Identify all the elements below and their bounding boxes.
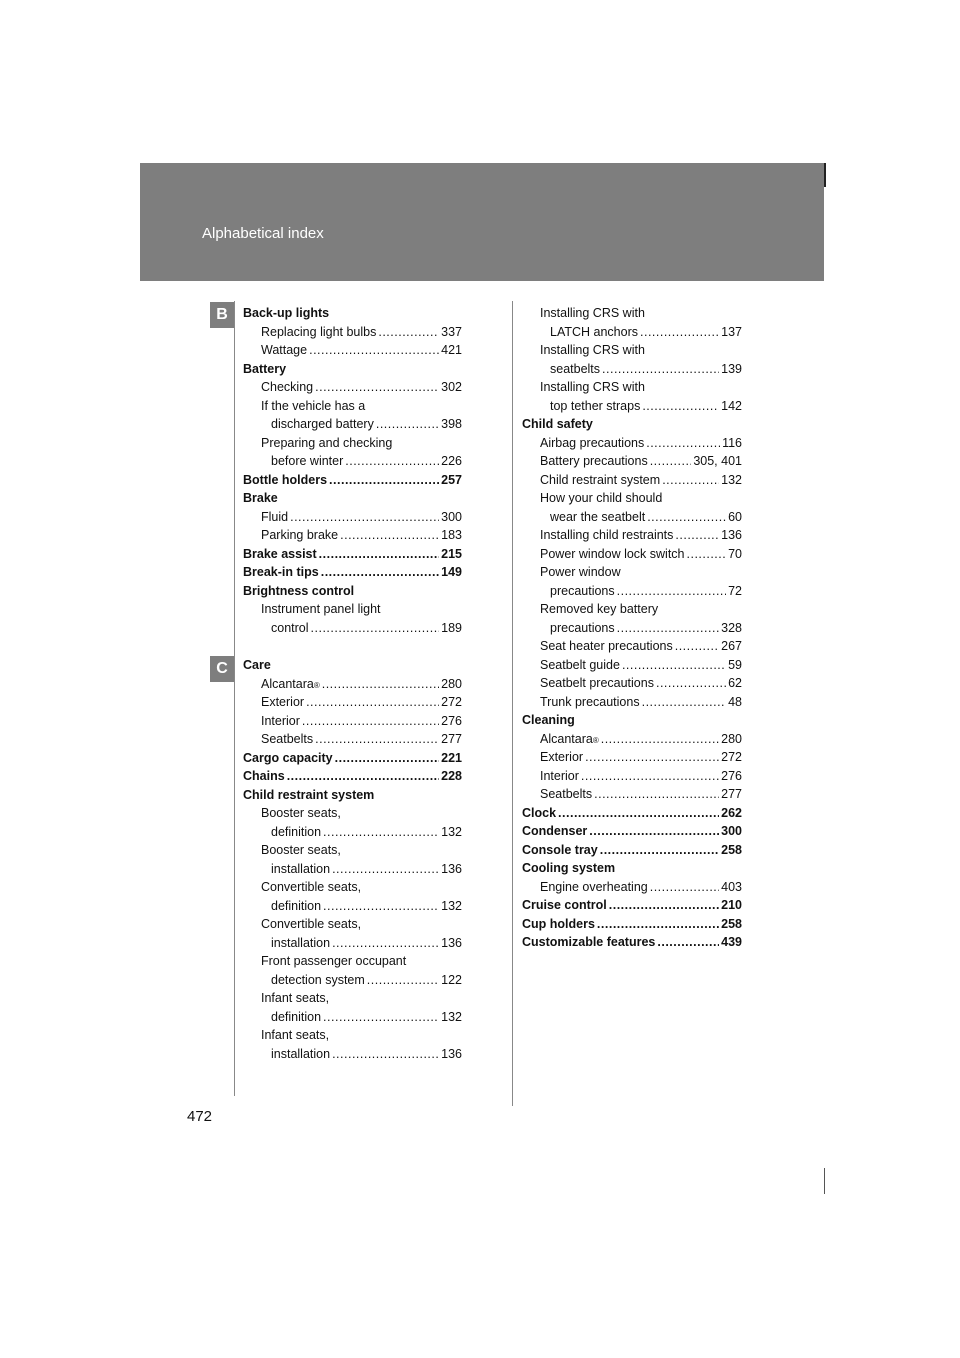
dot-leader — [367, 971, 439, 990]
index-entry-page: 280 — [721, 731, 742, 746]
dot-leader — [558, 804, 719, 823]
index-entry-page: 226 — [441, 454, 462, 468]
dot-leader — [600, 841, 719, 860]
index-entry-term: Battery — [243, 361, 287, 376]
page-header-title: Alphabetical index — [202, 225, 324, 242]
index-entry-term: Alcantara — [261, 676, 314, 691]
index-entry-term: Wattage — [261, 343, 308, 357]
index-entry — [522, 748, 742, 767]
dot-leader — [376, 415, 439, 434]
index-entry-page: 72 — [728, 583, 742, 598]
dot-leader — [617, 619, 720, 638]
index-entry — [522, 563, 742, 582]
index-entry-term: Checking — [261, 380, 314, 394]
index-entry-page: 302 — [441, 380, 462, 394]
index-entry-term: control — [271, 620, 309, 635]
index-entry: Alcantara ® ..... 280 — [243, 675, 462, 694]
index-entry-term: definition — [271, 1009, 322, 1024]
index-entry — [243, 1045, 462, 1064]
index-entry — [243, 897, 462, 916]
index-entry — [522, 341, 742, 360]
dot-leader — [329, 471, 439, 490]
column-rule-left — [234, 301, 235, 1096]
index-entry-page: 305, 401 — [693, 454, 742, 468]
dot-leader — [640, 323, 719, 342]
index-entry-page: 48 — [728, 694, 742, 709]
index-entry — [522, 600, 742, 619]
index-entry-page: 215 — [441, 546, 462, 561]
index-entry-term: Battery precautions — [540, 454, 648, 468]
index-entry-term: LATCH anchors — [550, 324, 638, 339]
dot-leader — [581, 767, 719, 786]
dot-leader — [589, 822, 719, 841]
dot-leader — [646, 434, 720, 453]
index-entry-page: 300 — [441, 509, 462, 524]
index-entry-term: Seat heater precautions — [540, 639, 673, 653]
index-entry — [522, 785, 742, 804]
index-entry-page: 70 — [728, 546, 742, 561]
index-entry-term: Bottle holders — [243, 472, 328, 487]
index-entry — [522, 471, 742, 490]
dot-leader — [302, 712, 439, 731]
index-entry-page: 276 — [721, 768, 742, 783]
index-entry — [243, 971, 462, 990]
index-entry — [522, 693, 742, 712]
index-entry-term: Preparing and checking — [261, 435, 393, 450]
dot-leader — [602, 360, 719, 379]
index-entry — [243, 582, 462, 601]
index-entry — [522, 637, 742, 656]
index-entry — [522, 804, 742, 823]
index-entry — [243, 952, 462, 971]
index-entry-term: Clock — [522, 805, 557, 820]
index-entry-page: 258 — [721, 916, 742, 931]
index-entry-term: Cleaning — [522, 713, 575, 727]
index-entry-term: Cooling system — [522, 861, 616, 875]
dot-leader — [650, 452, 692, 471]
index-entry — [522, 896, 742, 915]
index-entry-page: 276 — [441, 713, 462, 728]
dot-leader — [322, 675, 439, 694]
dot-leader — [662, 471, 719, 490]
index-entry — [243, 989, 462, 1008]
index-entry-page: 421 — [441, 343, 462, 357]
index-entry — [243, 860, 462, 879]
index-entry-term: Trunk precautions — [540, 694, 640, 709]
dot-leader — [335, 749, 440, 768]
index-column-1 — [243, 304, 462, 1063]
page-number: 472 — [187, 1108, 213, 1125]
index-entry-term: Alcantara — [540, 731, 593, 746]
index-entry-term: Customizable features — [522, 935, 656, 949]
index-entry — [522, 323, 742, 342]
index-entry-page: 149 — [441, 565, 462, 579]
index-entry-term: Seatbelts — [261, 732, 314, 746]
index-entry — [243, 489, 462, 508]
index-entry-term: Seatbelts — [540, 787, 593, 801]
index-entry-term: Convertible seats, — [261, 880, 362, 894]
crop-mark-bottom — [824, 1168, 825, 1194]
index-entry-term: Booster seats, — [261, 843, 341, 857]
index-entry: Alcantara ® ..... 280 — [522, 730, 742, 749]
index-entry-page: 300 — [721, 824, 742, 838]
index-entry-page: 62 — [728, 676, 742, 690]
dot-leader — [315, 730, 439, 749]
index-entry — [243, 804, 462, 823]
index-entry — [243, 786, 462, 805]
index-entry — [243, 526, 462, 545]
index-entry-term: Care — [243, 658, 271, 672]
index-entry — [243, 619, 462, 638]
index-entry — [522, 378, 742, 397]
index-entry-page: 137 — [721, 324, 742, 339]
index-entry-term: Parking brake — [261, 528, 339, 542]
dot-leader — [656, 674, 726, 693]
index-entry-term: Seatbelt guide — [540, 657, 620, 672]
index-entry — [522, 526, 742, 545]
index-entry — [243, 915, 462, 934]
index-entry-page: 132 — [441, 824, 462, 839]
index-entry — [243, 563, 462, 582]
index-entry — [243, 397, 462, 416]
index-entry-term: Instrument panel light — [261, 602, 381, 616]
index-entry — [522, 933, 742, 952]
index-entry-term: wear the seatbelt — [550, 509, 646, 524]
index-entry-page: 116 — [722, 435, 742, 450]
dot-leader — [617, 582, 726, 601]
index-entry — [243, 360, 462, 379]
index-entry — [243, 656, 462, 675]
index-entry — [243, 749, 462, 768]
index-entry-page: 228 — [441, 769, 462, 783]
index-entry-term: How your child should — [540, 491, 663, 505]
index-entry — [522, 582, 742, 601]
index-entry-page: 136 — [441, 935, 462, 950]
dot-leader — [332, 860, 439, 879]
index-entry-page: 136 — [441, 861, 462, 876]
dot-leader — [642, 693, 727, 712]
index-entry — [522, 841, 742, 860]
dot-leader — [622, 656, 726, 675]
dot-leader — [323, 1008, 439, 1027]
dot-leader — [309, 341, 439, 360]
index-entry — [243, 304, 462, 323]
index-entry-page: 277 — [721, 787, 742, 801]
index-entry-term: Installing CRS with — [540, 380, 645, 394]
index-entry — [522, 656, 742, 675]
index-entry-term: precautions — [550, 620, 615, 635]
dot-leader — [642, 397, 719, 416]
index-entry — [243, 841, 462, 860]
index-entry — [522, 434, 742, 453]
index-entry — [243, 452, 462, 471]
dot-leader — [321, 563, 439, 582]
index-entry-page: 59 — [728, 657, 742, 672]
column-rule-middle — [512, 301, 513, 1106]
dot-leader — [306, 693, 439, 712]
index-entry-page: 328 — [721, 620, 742, 635]
index-entry-page: 210 — [721, 898, 742, 912]
index-entry — [522, 360, 742, 379]
index-entry-term: Interior — [540, 768, 579, 783]
dot-leader — [687, 545, 727, 564]
index-entry-term: Installing CRS with — [540, 343, 645, 357]
index-entry — [243, 693, 462, 712]
dot-leader — [332, 934, 439, 953]
index-entry-term: Cruise control — [522, 898, 607, 912]
index-entry — [522, 545, 742, 564]
dot-leader — [650, 878, 719, 897]
index-entry-term: Power window lock switch — [540, 546, 685, 561]
dot-leader — [311, 619, 440, 638]
index-entry-page: 398 — [441, 417, 462, 431]
index-entry — [522, 452, 742, 471]
dot-leader — [601, 730, 719, 749]
dot-leader — [323, 823, 439, 842]
index-entry-term: Brake — [243, 491, 278, 505]
dot-leader — [585, 748, 719, 767]
index-entry-term: Fluid — [261, 509, 289, 524]
index-entry-term: Exterior — [540, 750, 584, 764]
index-entry-term: Engine overheating — [540, 879, 648, 894]
index-entry-term: before winter — [271, 454, 344, 468]
index-entry — [522, 878, 742, 897]
index-entry-page: 267 — [721, 639, 742, 653]
dot-leader — [315, 378, 439, 397]
index-entry-term: Cup holders — [522, 916, 595, 931]
index-entry-term: Infant seats, — [261, 991, 330, 1005]
index-entry — [522, 915, 742, 934]
index-entry — [243, 1008, 462, 1027]
index-entry-term: seatbelts — [550, 361, 601, 376]
index-entry-page: 136 — [721, 528, 742, 542]
index-entry-term: Booster seats, — [261, 806, 341, 820]
index-entry — [522, 822, 742, 841]
dot-leader — [332, 1045, 439, 1064]
crop-mark-top — [824, 163, 826, 187]
index-entry-term: Break-in tips — [243, 565, 319, 579]
index-entry — [243, 323, 462, 342]
index-entry-term: Cargo capacity — [243, 750, 333, 765]
index-entry-term: Chains — [243, 769, 285, 783]
index-entry-page: 132 — [721, 472, 742, 487]
index-entry — [243, 823, 462, 842]
dot-leader — [597, 915, 719, 934]
index-entry-page: 272 — [721, 750, 742, 764]
index-entry — [522, 674, 742, 693]
index-entry-page: 132 — [441, 1009, 462, 1024]
index-entry — [522, 859, 742, 878]
index-entry-term: Installing child restraints — [540, 528, 674, 542]
index-entry — [522, 415, 742, 434]
page-header-band — [140, 163, 824, 281]
dot-leader — [323, 897, 439, 916]
index-entry-term: definition — [271, 824, 322, 839]
index-entry-term: precautions — [550, 583, 615, 598]
index-entry-page: 136 — [441, 1046, 462, 1061]
index-entry-term: Interior — [261, 713, 300, 728]
index-entry-term: Airbag precautions — [540, 435, 645, 450]
index-entry-page: 221 — [441, 750, 462, 765]
index-entry-page: 142 — [721, 398, 742, 413]
index-entry — [243, 415, 462, 434]
index-entry — [243, 341, 462, 360]
index-entry-page: 403 — [721, 879, 742, 894]
dot-leader — [340, 526, 439, 545]
index-entry-term: top tether straps — [550, 398, 641, 413]
index-entry-page: 258 — [721, 842, 742, 857]
index-entry — [522, 304, 742, 323]
index-entry-page: 277 — [441, 732, 462, 746]
index-entry — [522, 508, 742, 527]
index-entry-term: definition — [271, 898, 322, 913]
section-tab-b: B — [210, 302, 234, 328]
index-entry — [243, 712, 462, 731]
dot-leader — [290, 508, 439, 527]
index-entry-page: 257 — [441, 472, 462, 487]
index-entry — [243, 600, 462, 619]
index-entry-page: 60 — [728, 509, 742, 524]
section-tab-c: C — [210, 656, 234, 682]
index-entry — [522, 711, 742, 730]
index-entry-term: Child restraint system — [540, 472, 661, 487]
index-entry-term: Condenser — [522, 824, 588, 838]
index-entry — [243, 378, 462, 397]
index-entry — [243, 767, 462, 786]
index-entry-term: Brake assist — [243, 546, 317, 561]
dot-leader — [675, 526, 719, 545]
dot-leader — [345, 452, 439, 471]
dot-leader — [378, 323, 439, 342]
index-entry-term: Exterior — [261, 695, 305, 709]
index-entry — [243, 1026, 462, 1045]
dot-leader — [594, 785, 719, 804]
index-entry-page: 439 — [721, 935, 742, 949]
index-entry-page: 139 — [721, 361, 742, 376]
index-entry-term: If the vehicle has a — [261, 398, 366, 413]
dot-leader — [647, 508, 726, 527]
index-entry-page: 337 — [441, 324, 462, 339]
index-entry-page: 132 — [441, 898, 462, 913]
index-entry-term: Replacing light bulbs — [261, 324, 377, 339]
index-entry-term: installation — [271, 1046, 331, 1061]
index-entry-term: installation — [271, 935, 331, 950]
index-entry-term: Convertible seats, — [261, 917, 362, 931]
index-entry-page: 280 — [441, 676, 462, 691]
index-entry — [522, 397, 742, 416]
index-entry-page: 122 — [441, 972, 462, 987]
dot-leader — [609, 896, 719, 915]
index-entry — [522, 619, 742, 638]
dot-leader — [287, 767, 439, 786]
index-entry — [522, 767, 742, 786]
index-entry-term: Removed key battery — [540, 602, 659, 616]
index-entry — [243, 545, 462, 564]
index-entry — [243, 434, 462, 453]
index-entry-term: Infant seats, — [261, 1028, 330, 1042]
index-entry-term: installation — [271, 861, 331, 876]
index-entry — [243, 730, 462, 749]
index-entry-term: detection system — [271, 972, 365, 987]
index-entry-term: Installing CRS with — [540, 306, 645, 320]
index-entry-page: 272 — [441, 695, 462, 709]
index-entry-term: Child restraint system — [243, 787, 375, 802]
index-entry — [243, 471, 462, 490]
index-entry-page: 189 — [441, 620, 462, 635]
index-entry-page: 183 — [441, 528, 462, 542]
index-entry — [243, 878, 462, 897]
index-entry-term: Back-up lights — [243, 306, 330, 320]
dot-leader — [675, 637, 719, 656]
index-entry-term: Front passenger occupant — [261, 954, 407, 968]
section-gap — [243, 637, 462, 656]
index-entry-term: Child safety — [522, 417, 593, 431]
dot-leader — [657, 933, 719, 952]
dot-leader — [319, 545, 439, 564]
index-entry-term: discharged battery — [271, 417, 374, 431]
index-entry — [243, 508, 462, 527]
index-entry-page: 262 — [721, 805, 742, 820]
index-entry-term: Seatbelt precautions — [540, 676, 654, 690]
index-entry-term: Brightness control — [243, 583, 355, 598]
index-entry — [243, 934, 462, 953]
index-column-2 — [522, 304, 742, 952]
index-entry-term: Power window — [540, 565, 621, 579]
index-entry-term: Console tray — [522, 842, 598, 857]
index-entry — [522, 489, 742, 508]
